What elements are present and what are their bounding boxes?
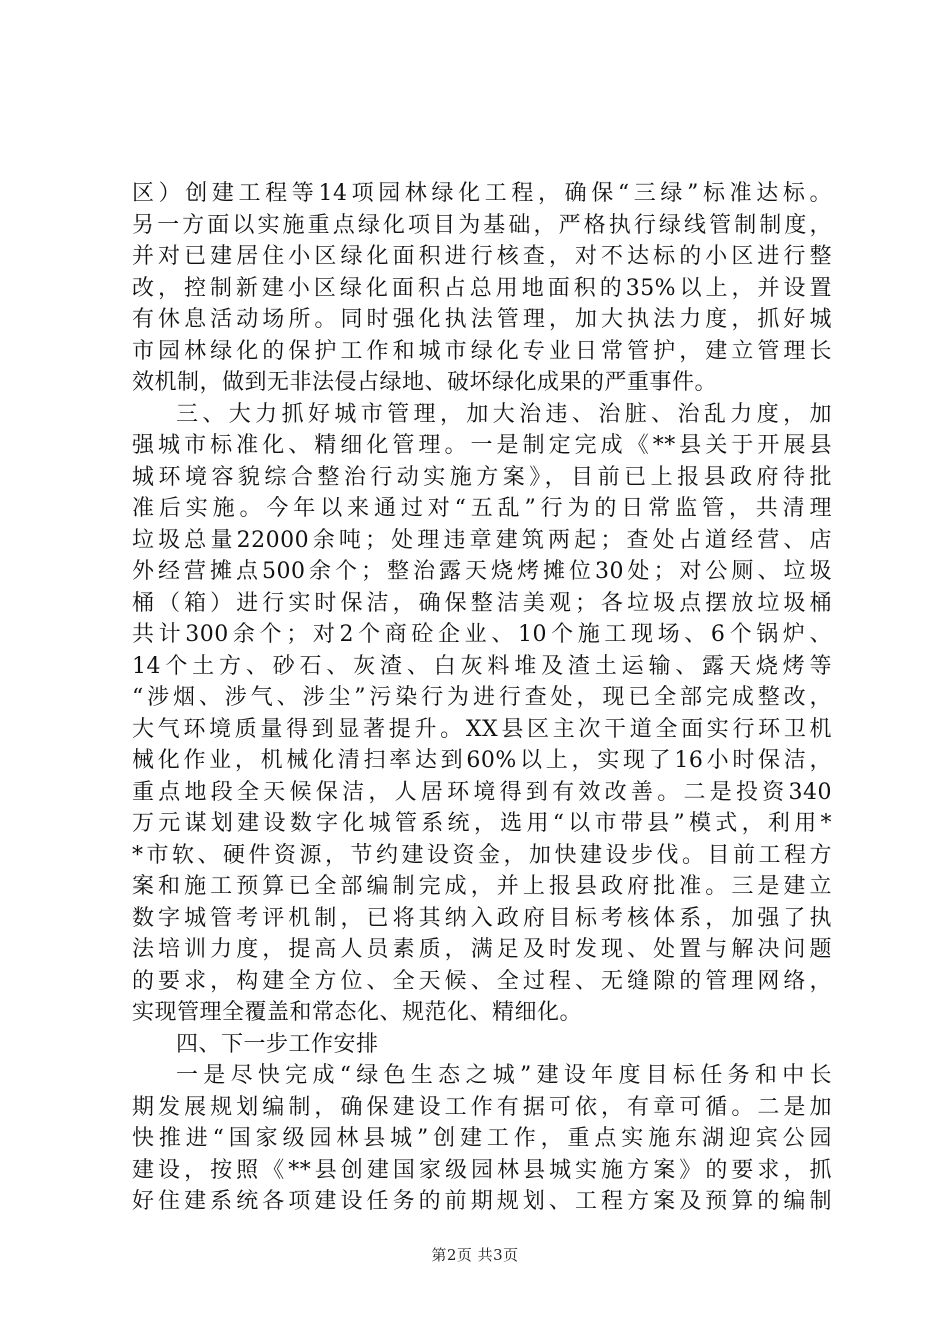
- text-line: *市软、硬件资源，节约建设资金，加快建设步伐。目前工程方: [132, 842, 832, 868]
- text-line: 14个土方、砂石、灰渣、白灰料堆及渣土运输、露天烧烤等: [132, 653, 832, 679]
- text-line: 另一方面以实施重点绿化项目为基础，严格执行绿线管制制度，: [132, 212, 832, 238]
- text-line: 改，控制新建小区绿化面积占总用地面积的35%以上，并设置: [132, 275, 832, 301]
- text-line: 建设，按照《**县创建国家级园林县城实施方案》的要求，抓: [132, 1157, 832, 1183]
- text-line: 强城市标准化、精细化管理。一是制定完成《**县关于开展县: [132, 433, 832, 458]
- text-line: 快推进“国家级园林县城”创建工作，重点实施东湖迎宾公园: [132, 1126, 832, 1151]
- text-line: 好住建系统各项建设任务的前期规划、工程方案及预算的编制: [132, 1189, 832, 1214]
- text-line: 案和施工预算已全部编制完成，并上报县政府批准。三是建立: [132, 874, 832, 899]
- text-line: 桶（箱）进行实时保洁，确保整洁美观；各垃圾点摆放垃圾桶: [132, 590, 832, 616]
- text-line: 一是尽快完成“绿色生态之城”建设年度目标任务和中长: [176, 1063, 832, 1088]
- text-line: 有休息活动场所。同时强化执法管理，加大执法力度，抓好城: [132, 307, 832, 332]
- text-line: 实现管理全覆盖和常态化、规范化、精细化。: [132, 1000, 583, 1025]
- text-line: 期发展规划编制，确保建设工作有据可依，有章可循。二是加: [132, 1094, 832, 1120]
- text-line: 区）创建工程等14项园林绿化工程，确保“三绿”标准达标。: [132, 181, 832, 206]
- text-line: 城环境容貌综合整治行动实施方案》，目前已上报县政府待批: [132, 464, 832, 490]
- text-line: 并对已建居住小区绿化面积进行核查，对不达标的小区进行整: [132, 244, 832, 269]
- text-line: 大气环境质量得到显著提升。XX县区主次干道全面实行环卫机: [132, 716, 832, 742]
- section-heading-line: 四、下一步工作安排: [176, 1031, 379, 1057]
- document-body: [132, 178, 832, 1218]
- section-heading-line: 三、大力抓好城市管理，加大治违、治脏、治乱力度，加: [176, 401, 832, 427]
- text-line: 法培训力度，提高人员素质，满足及时发现、处置与解决问题: [132, 937, 832, 962]
- page-number-footer: 第2页 共3页: [431, 1246, 519, 1264]
- text-line: 重点地段全天候保洁，人居环境得到有效改善。二是投资340: [132, 779, 832, 805]
- text-line: 万元谋划建设数字化城管系统，选用“以市带县”模式，利用*: [132, 811, 832, 836]
- text-line: 数字城管考评机制，已将其纳入政府目标考核体系，加强了执: [132, 905, 832, 931]
- text-line: 的要求，构建全方位、全天候、全过程、无缝隙的管理网络，: [132, 968, 832, 994]
- text-line: 准后实施。今年以来通过对“五乱”行为的日常监管，共清理: [132, 496, 832, 521]
- text-line: 效机制，做到无非法侵占绿地、破坏绿化成果的严重事件。: [132, 370, 718, 395]
- text-line: 外经营摊点500余个；整治露天烧烤摊位30处；对公厕、垃圾: [132, 559, 832, 584]
- text-line: 市园林绿化的保护工作和城市绿化专业日常管护，建立管理长: [132, 338, 832, 364]
- text-line: 械化作业，机械化清扫率达到60%以上，实现了16小时保洁，: [132, 748, 832, 773]
- text-line: 垃圾总量22000余吨；处理违章建筑两起；查处占道经营、店: [132, 527, 832, 553]
- text-line: “涉烟、涉气、涉尘”污染行为进行查处，现已全部完成整改，: [132, 685, 832, 710]
- text-line: 共计300余个；对2个商砼企业、10个施工现场、6个锅炉、: [132, 622, 832, 647]
